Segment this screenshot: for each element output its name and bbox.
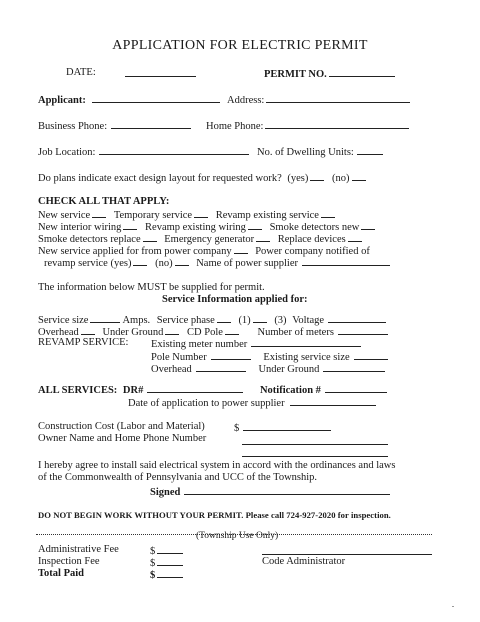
dwelling-units-row [257, 145, 385, 159]
revamp-underground-field[interactable] [323, 362, 385, 372]
date-application-field[interactable] [290, 396, 376, 406]
date-application-row [128, 396, 378, 410]
phase-one-label: (1) [238, 315, 251, 326]
date-field[interactable] [125, 67, 196, 77]
revamp-overhead-label: Overhead [151, 364, 192, 375]
new-service-label: New service [38, 210, 91, 221]
address-label: Address: [227, 95, 265, 106]
amps-label: Amps. [122, 315, 151, 326]
owner-name-label: Owner Name and Home Phone Number [38, 433, 207, 444]
job-location-field[interactable] [99, 145, 249, 155]
power-company-notified-label: Power company notified of [255, 246, 370, 257]
construction-cost-label: Construction Cost (Labor and Material) [38, 421, 205, 432]
plans-no-label: (no) [332, 173, 350, 184]
smoke-detectors-replace-field[interactable] [143, 232, 157, 242]
temporary-service-field[interactable] [194, 208, 208, 218]
date-label: DATE: [66, 67, 96, 78]
revamp-existing-wiring-field[interactable] [248, 220, 262, 230]
agreement-line-1: I hereby agree to install said electrical system in accord with the ordinances and laws [38, 460, 396, 471]
business-phone-field[interactable] [111, 119, 191, 129]
existing-meter-label: Existing meter number [151, 339, 248, 350]
revamp-service-no-field[interactable] [175, 256, 189, 266]
existing-service-size-field[interactable] [354, 350, 388, 360]
overhead-field[interactable] [81, 325, 95, 335]
administrative-fee-dollar: $ [150, 546, 156, 557]
code-admin-signature-field[interactable] [262, 554, 432, 555]
owner-phone-field[interactable] [242, 456, 388, 457]
signed-row [150, 485, 392, 499]
inspection-fee-dollar: $ [150, 558, 156, 569]
existing-service-size-label: Existing service size [263, 352, 350, 363]
service-phase-label: Service phase [156, 315, 215, 326]
emergency-generator-field[interactable] [256, 232, 270, 242]
overhead-label: Overhead [38, 327, 79, 338]
all-services-row [38, 383, 389, 397]
temporary-service-label: Temporary service [113, 210, 193, 221]
permit-no-label: PERMIT NO. [264, 69, 327, 80]
plans-yes-label: (yes) [287, 173, 309, 184]
new-interior-wiring-field[interactable] [123, 220, 137, 230]
phase-three-label: (3) [274, 315, 287, 326]
signed-label: Signed [150, 487, 181, 498]
service-size-label: Service size [38, 315, 89, 326]
plans-row [38, 171, 368, 185]
total-paid-row [150, 568, 185, 582]
smoke-detectors-new-field[interactable] [361, 220, 375, 230]
home-phone-field[interactable] [265, 119, 409, 129]
number-of-meters-field[interactable] [338, 325, 388, 335]
revamp-service-label: REVAMP SERVICE: [38, 337, 129, 348]
construction-cost-dollar: $ [234, 423, 240, 434]
replace-devices-label: Replace devices [277, 234, 346, 245]
date-application-label: Date of application to power supplier [128, 398, 285, 409]
service-info-heading: Service Information applied for: [162, 294, 308, 305]
notification-field[interactable] [325, 383, 387, 393]
applicant-field[interactable] [92, 93, 220, 103]
address-field[interactable] [266, 93, 410, 103]
revamp-existing-service-label: Revamp existing service [215, 210, 319, 221]
smoke-detectors-new-label: Smoke detectors new [269, 222, 360, 233]
new-service-field[interactable] [92, 208, 106, 218]
smoke-detectors-replace-label: Smoke detectors replace [38, 234, 141, 245]
revamp-service-yes-field[interactable] [133, 256, 147, 266]
revamp-underground-label: Under Ground [258, 364, 320, 375]
dr-label: DR# [122, 385, 144, 396]
notification-label: Notification # [259, 385, 321, 396]
home-phone-row [206, 119, 411, 133]
voltage-field[interactable] [328, 313, 386, 323]
revamp-existing-wiring-label: Revamp existing wiring [145, 222, 246, 233]
owner-name-field[interactable] [242, 444, 388, 445]
dwelling-units-label: No. of Dwelling Units: [257, 147, 354, 158]
total-paid-dollar: $ [150, 570, 156, 581]
check-row-5 [44, 256, 392, 270]
home-phone-label: Home Phone: [206, 121, 264, 132]
existing-meter-row [151, 337, 363, 351]
applicant-label: Applicant: [38, 95, 86, 106]
agreement-line-2: of the Commonwealth of Pennsylvania and UCC of the Township. [38, 472, 318, 483]
service-size-field[interactable] [90, 313, 120, 323]
inspection-fee-label: Inspection Fee [38, 556, 100, 567]
voltage-label: Voltage [292, 315, 325, 326]
plans-no-field[interactable] [352, 171, 366, 181]
check-heading: CHECK ALL THAT APPLY: [38, 196, 170, 207]
form-title: APPLICATION FOR ELECTRIC PERMIT [112, 38, 368, 53]
plans-question: Do plans indicate exact design layout for requested work? [38, 173, 282, 184]
business-phone-label: Business Phone: [38, 121, 108, 132]
emergency-generator-label: Emergency generator [164, 234, 255, 245]
phase-one-field[interactable] [253, 313, 267, 323]
revamp-existing-service-field[interactable] [321, 208, 335, 218]
inspection-fee-field[interactable] [157, 556, 183, 566]
new-interior-wiring-label: New interior wiring [38, 222, 122, 233]
cd-pole-field[interactable] [225, 325, 239, 335]
permit-no-field[interactable] [329, 67, 395, 77]
revamp-overhead-field[interactable] [196, 362, 246, 372]
plans-yes-field[interactable] [310, 171, 324, 181]
applied-power-company-field[interactable] [234, 244, 248, 254]
cd-pole-label: CD Pole [187, 327, 223, 338]
power-supplier-field[interactable] [302, 256, 390, 266]
number-of-meters-label: Number of meters [257, 327, 334, 338]
service-phase-field[interactable] [217, 313, 231, 323]
signature-field[interactable] [184, 485, 390, 495]
township-use-label: (Township Use Only) [196, 531, 279, 541]
construction-cost-field[interactable] [243, 421, 331, 431]
total-paid-field[interactable] [157, 568, 183, 578]
administrative-fee-field[interactable] [157, 544, 183, 554]
replace-devices-field[interactable] [348, 232, 362, 242]
pole-number-label: Pole Number [151, 352, 207, 363]
applied-power-company-label: New service applied for from power company [38, 246, 232, 257]
permit-row [264, 67, 397, 81]
scan-speck [452, 606, 454, 607]
total-paid-label: Total Paid [38, 568, 84, 579]
job-location-label: Job Location: [38, 147, 96, 158]
dr-field[interactable] [147, 383, 243, 393]
revamp-service-yes-label: revamp service (yes) [44, 258, 132, 269]
pole-number-field[interactable] [211, 350, 251, 360]
address-row [227, 93, 412, 107]
job-location-row [38, 145, 251, 159]
must-supply-note: The information below MUST be supplied for permit. [38, 282, 265, 293]
code-administrator-label: Code Administrator [262, 556, 346, 567]
all-services-label: ALL SERVICES: [38, 385, 118, 396]
revamp-overhead-row [151, 362, 387, 376]
existing-meter-field[interactable] [251, 337, 361, 347]
administrative-fee-label: Administrative Fee [38, 544, 119, 555]
inspection-warning: DO NOT BEGIN WORK WITHOUT YOUR PERMIT. Please call 724-927-2020 for inspection. [38, 510, 391, 520]
dwelling-units-field[interactable] [357, 145, 383, 155]
business-phone-row [38, 119, 193, 133]
applicant-row [38, 93, 222, 107]
power-supplier-label: Name of power supplier [196, 258, 298, 269]
underground-field[interactable] [165, 325, 179, 335]
revamp-service-no-label: (no) [155, 258, 173, 269]
construction-cost-row [234, 421, 333, 435]
underground-label: Under Ground [102, 327, 164, 338]
date-row [66, 67, 96, 79]
